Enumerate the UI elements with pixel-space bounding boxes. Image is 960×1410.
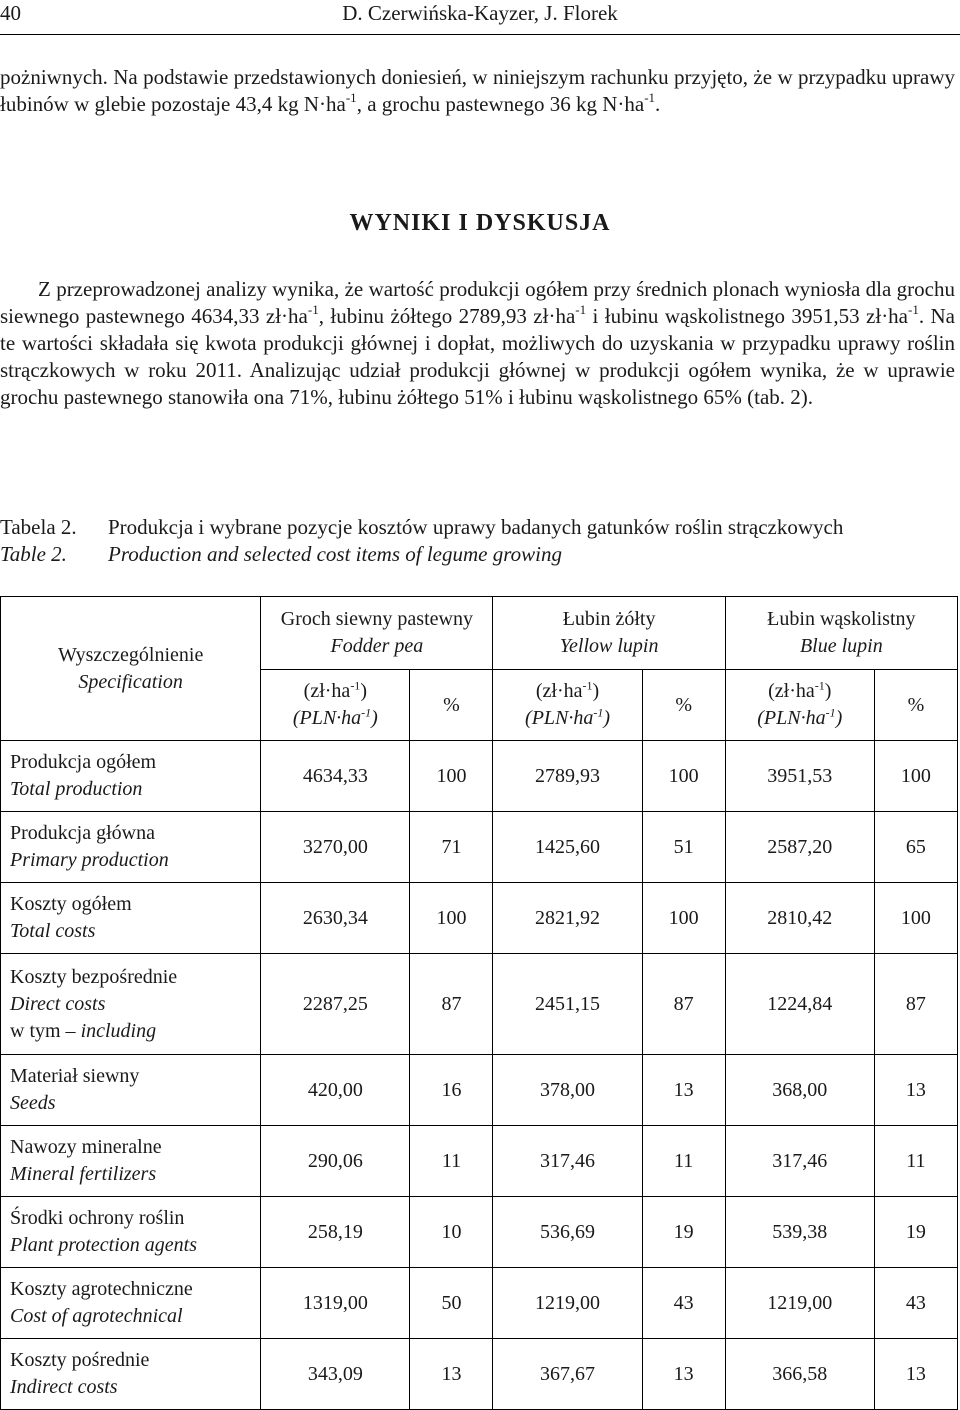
row-label: Produkcja ogółem Total production bbox=[1, 741, 261, 812]
row-label: Środki ochrony roślin Plant protection agents bbox=[1, 1197, 261, 1268]
value-cell: 317,46 bbox=[493, 1126, 642, 1197]
percent-header: % bbox=[642, 670, 725, 741]
percent-cell: 43 bbox=[874, 1268, 957, 1339]
unit-header: $(zł\cdot ha^{-1})$ $(PLN\cdot ha^{-1})$ bbox=[261, 670, 410, 741]
row-label: Materiał siewny Seeds bbox=[1, 1055, 261, 1126]
spec-header: Wyszczególnienie Specification bbox=[1, 597, 261, 741]
caption-label-en: Table 2. bbox=[0, 542, 67, 566]
percent-cell: 50 bbox=[410, 1268, 493, 1339]
value-cell: 2587,20 bbox=[725, 812, 874, 883]
percent-cell: 13 bbox=[642, 1339, 725, 1410]
percent-cell: 87 bbox=[410, 954, 493, 1055]
percent-cell: 19 bbox=[642, 1197, 725, 1268]
page-number: 40 bbox=[0, 1, 21, 25]
table-row bbox=[1, 741, 958, 812]
caption-text-pl: Produkcja i wybrane pozycje kosztów uprawy badanych gatunków roślin strączkowych bbox=[108, 515, 844, 539]
value-cell: 1425,60 bbox=[493, 812, 642, 883]
value-cell: 366,58 bbox=[725, 1339, 874, 1410]
percent-cell: 100 bbox=[874, 741, 957, 812]
percent-cell: 11 bbox=[410, 1126, 493, 1197]
percent-cell: 87 bbox=[874, 954, 957, 1055]
row-label: Nawozy mineralne Mineral fertilizers bbox=[1, 1126, 261, 1197]
row-label: Produkcja główna Primary production bbox=[1, 812, 261, 883]
table-row bbox=[1, 812, 958, 883]
section-title: WYNIKI I DYSKUSJA bbox=[349, 210, 611, 236]
table-group-header-row bbox=[1, 597, 958, 670]
caption-label-pl: Tabela 2. bbox=[0, 515, 77, 539]
row-label: Koszty ogółem Total costs bbox=[1, 883, 261, 954]
percent-cell: 71 bbox=[410, 812, 493, 883]
group-header-yellow-lupin: Łubin żółty Yellow lupin bbox=[493, 597, 725, 670]
value-cell: 2821,92 bbox=[493, 883, 642, 954]
value-cell: 3270,00 bbox=[261, 812, 410, 883]
results-paragraph: Z przeprowadzonej analizy wynika, że wartość produkcji ogółem przy średnich plonach wyniosła dla grochu siewnego pastewnego 4634,33 $zł\cdot ha^{-1}$, łubinu żółtego 2789,93 $zł\cdot ha^{-1}$ i łubinu wąskolistnego 3951,53 $zł\cdot ha^{-1}$. Na te wartości składała się kwota produkcji głównej i dopłat, możliwych do uzyskania w przypadku uprawy roślin strączkowych w roku 2011. Analizując udział produkcji głównej w produkcji ogółem wynika, że w uprawie grochu pastewnego stanowiła ona 71%, łubinu żółtego 51% i łubinu wąskolistnego 65% (tab. 2). bbox=[0, 277, 955, 409]
value-cell: 2810,42 bbox=[725, 883, 874, 954]
value-cell: 1224,84 bbox=[725, 954, 874, 1055]
value-cell: 420,00 bbox=[261, 1055, 410, 1126]
percent-cell: 51 bbox=[642, 812, 725, 883]
row-label: Koszty agrotechniczne Cost of agrotechnical bbox=[1, 1268, 261, 1339]
value-cell: 2630,34 bbox=[261, 883, 410, 954]
value-cell: 258,19 bbox=[261, 1197, 410, 1268]
value-cell: 317,46 bbox=[725, 1126, 874, 1197]
row-label: Koszty pośrednie Indirect costs bbox=[1, 1339, 261, 1410]
percent-header: % bbox=[874, 670, 957, 741]
table-row bbox=[1, 1268, 958, 1339]
table-row bbox=[1, 1197, 958, 1268]
intro-paragraph: pożniwnych. Na podstawie przedstawionych doniesień, w niniejszym rachunku przyjęto, że w przypadku uprawy łubinów w glebie pozostaje 43,4 kg $N\cdot ha^{-1}$, a grochu pastewnego 36 kg $N\cdot ha^{-1}$. bbox=[0, 65, 955, 116]
row-label: Koszty bezpośrednie Direct costs w tym – including bbox=[1, 954, 261, 1055]
value-cell: 3951,53 bbox=[725, 741, 874, 812]
percent-cell: 13 bbox=[410, 1339, 493, 1410]
percent-cell: 11 bbox=[874, 1126, 957, 1197]
value-cell: 536,69 bbox=[493, 1197, 642, 1268]
percent-cell: 13 bbox=[874, 1339, 957, 1410]
percent-cell: 100 bbox=[642, 883, 725, 954]
value-cell: 290,06 bbox=[261, 1126, 410, 1197]
percent-cell: 16 bbox=[410, 1055, 493, 1126]
percent-header: % bbox=[410, 670, 493, 741]
value-cell: 2451,15 bbox=[493, 954, 642, 1055]
value-cell: 539,38 bbox=[725, 1197, 874, 1268]
value-cell: 2287,25 bbox=[261, 954, 410, 1055]
percent-cell: 100 bbox=[642, 741, 725, 812]
percent-cell: 10 bbox=[410, 1197, 493, 1268]
percent-cell: 100 bbox=[410, 741, 493, 812]
value-cell: 1319,00 bbox=[261, 1268, 410, 1339]
value-cell: 1219,00 bbox=[493, 1268, 642, 1339]
group-header-pea: Groch siewny pastewny Fodder pea bbox=[261, 597, 493, 670]
value-cell: 1219,00 bbox=[725, 1268, 874, 1339]
value-cell: 368,00 bbox=[725, 1055, 874, 1126]
caption-text-en: Production and selected cost items of legume growing bbox=[108, 542, 562, 566]
percent-cell: 100 bbox=[874, 883, 957, 954]
table-row bbox=[1, 883, 958, 954]
percent-cell: 43 bbox=[642, 1268, 725, 1339]
value-cell: 4634,33 bbox=[261, 741, 410, 812]
group-header-blue-lupin: Łubin wąskolistny Blue lupin bbox=[725, 597, 957, 670]
value-cell: 2789,93 bbox=[493, 741, 642, 812]
table-row bbox=[1, 954, 958, 1055]
value-cell: 343,09 bbox=[261, 1339, 410, 1410]
percent-cell: 11 bbox=[642, 1126, 725, 1197]
percent-cell: 19 bbox=[874, 1197, 957, 1268]
table-row bbox=[1, 1339, 958, 1410]
unit-header: $(zł\cdot ha^{-1})$ $(PLN\cdot ha^{-1})$ bbox=[493, 670, 642, 741]
percent-cell: 13 bbox=[642, 1055, 725, 1126]
percent-cell: 100 bbox=[410, 883, 493, 954]
production-cost-table bbox=[0, 596, 958, 1410]
percent-cell: 13 bbox=[874, 1055, 957, 1126]
value-cell: 378,00 bbox=[493, 1055, 642, 1126]
value-cell: 367,67 bbox=[493, 1339, 642, 1410]
running-head-authors: D. Czerwińska-Kayzer, J. Florek bbox=[342, 1, 618, 25]
table-row bbox=[1, 1126, 958, 1197]
page-header bbox=[0, 0, 960, 35]
percent-cell: 87 bbox=[642, 954, 725, 1055]
unit-header: $(zł\cdot ha^{-1})$ $(PLN\cdot ha^{-1})$ bbox=[725, 670, 874, 741]
table-row bbox=[1, 1055, 958, 1126]
percent-cell: 65 bbox=[874, 812, 957, 883]
